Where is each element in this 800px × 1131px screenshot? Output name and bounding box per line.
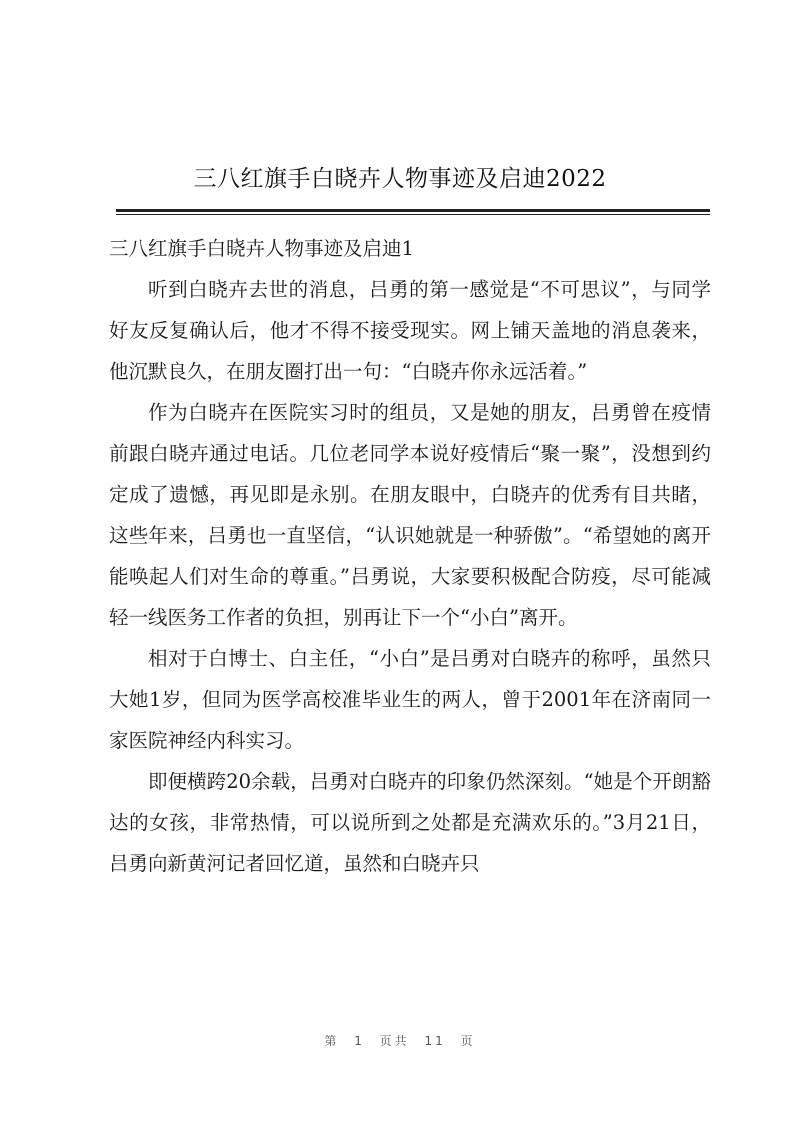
- title-divider: [116, 209, 710, 212]
- section-heading: 三八红旗手白晓卉人物事迹及启迪1: [109, 237, 414, 260]
- document-body: [109, 228, 711, 884]
- document-title: 三八红旗手白晓卉人物事迹及启迪2022: [193, 166, 607, 192]
- footer-page-number: 1: [354, 1034, 365, 1048]
- page-footer: [0, 1032, 800, 1049]
- footer-mid: 页共: [379, 1034, 410, 1048]
- paragraph-1: 听到白晓卉去世的消息，吕勇的第一感觉是“不可思议”，与同学好友反复确认后，他才不得不接受现实。网上铺天盖地的消息袭来，他沉默良久，在朋友圈打出一句：“白晓卉你永远活着。”: [109, 278, 711, 383]
- paragraph-3: 相对于白博士、白主任，“小白”是吕勇对白晓卉的称呼，虽然只大她1岁，但同为医学高校准毕业生的两人，曾于2001年在济南同一家医院神经内科实习。: [109, 647, 711, 752]
- footer-suffix: 页: [460, 1034, 476, 1048]
- footer-prefix: 第: [324, 1034, 340, 1048]
- footer-page-total: 11: [424, 1034, 446, 1048]
- paragraph-4: 即便横跨20余载，吕勇对白晓卉的印象仍然深刻。“她是个开朗豁达的女孩，非常热情，可以说所到之处都是充满欢乐的。”3月21日，吕勇向新黄河记者回忆道，虽然和白晓卉只: [109, 770, 711, 875]
- paragraph-2: 作为白晓卉在医院实习时的组员，又是她的朋友，吕勇曾在疫情前跟白晓卉通过电话。几位老同学本说好疫情后“聚一聚”，没想到约定成了遗憾，再见即是永别。在朋友眼中，白晓卉的优秀有目共睹，这些年来，吕勇也一直坚信，“认识她就是一种骄傲”。“希望她的离开能唤起人们对生命的尊重。”吕勇说，大家要积极配合防疫，尽可能减轻一线医务工作者的负担，别再让下一个“小白”离开。: [109, 401, 711, 629]
